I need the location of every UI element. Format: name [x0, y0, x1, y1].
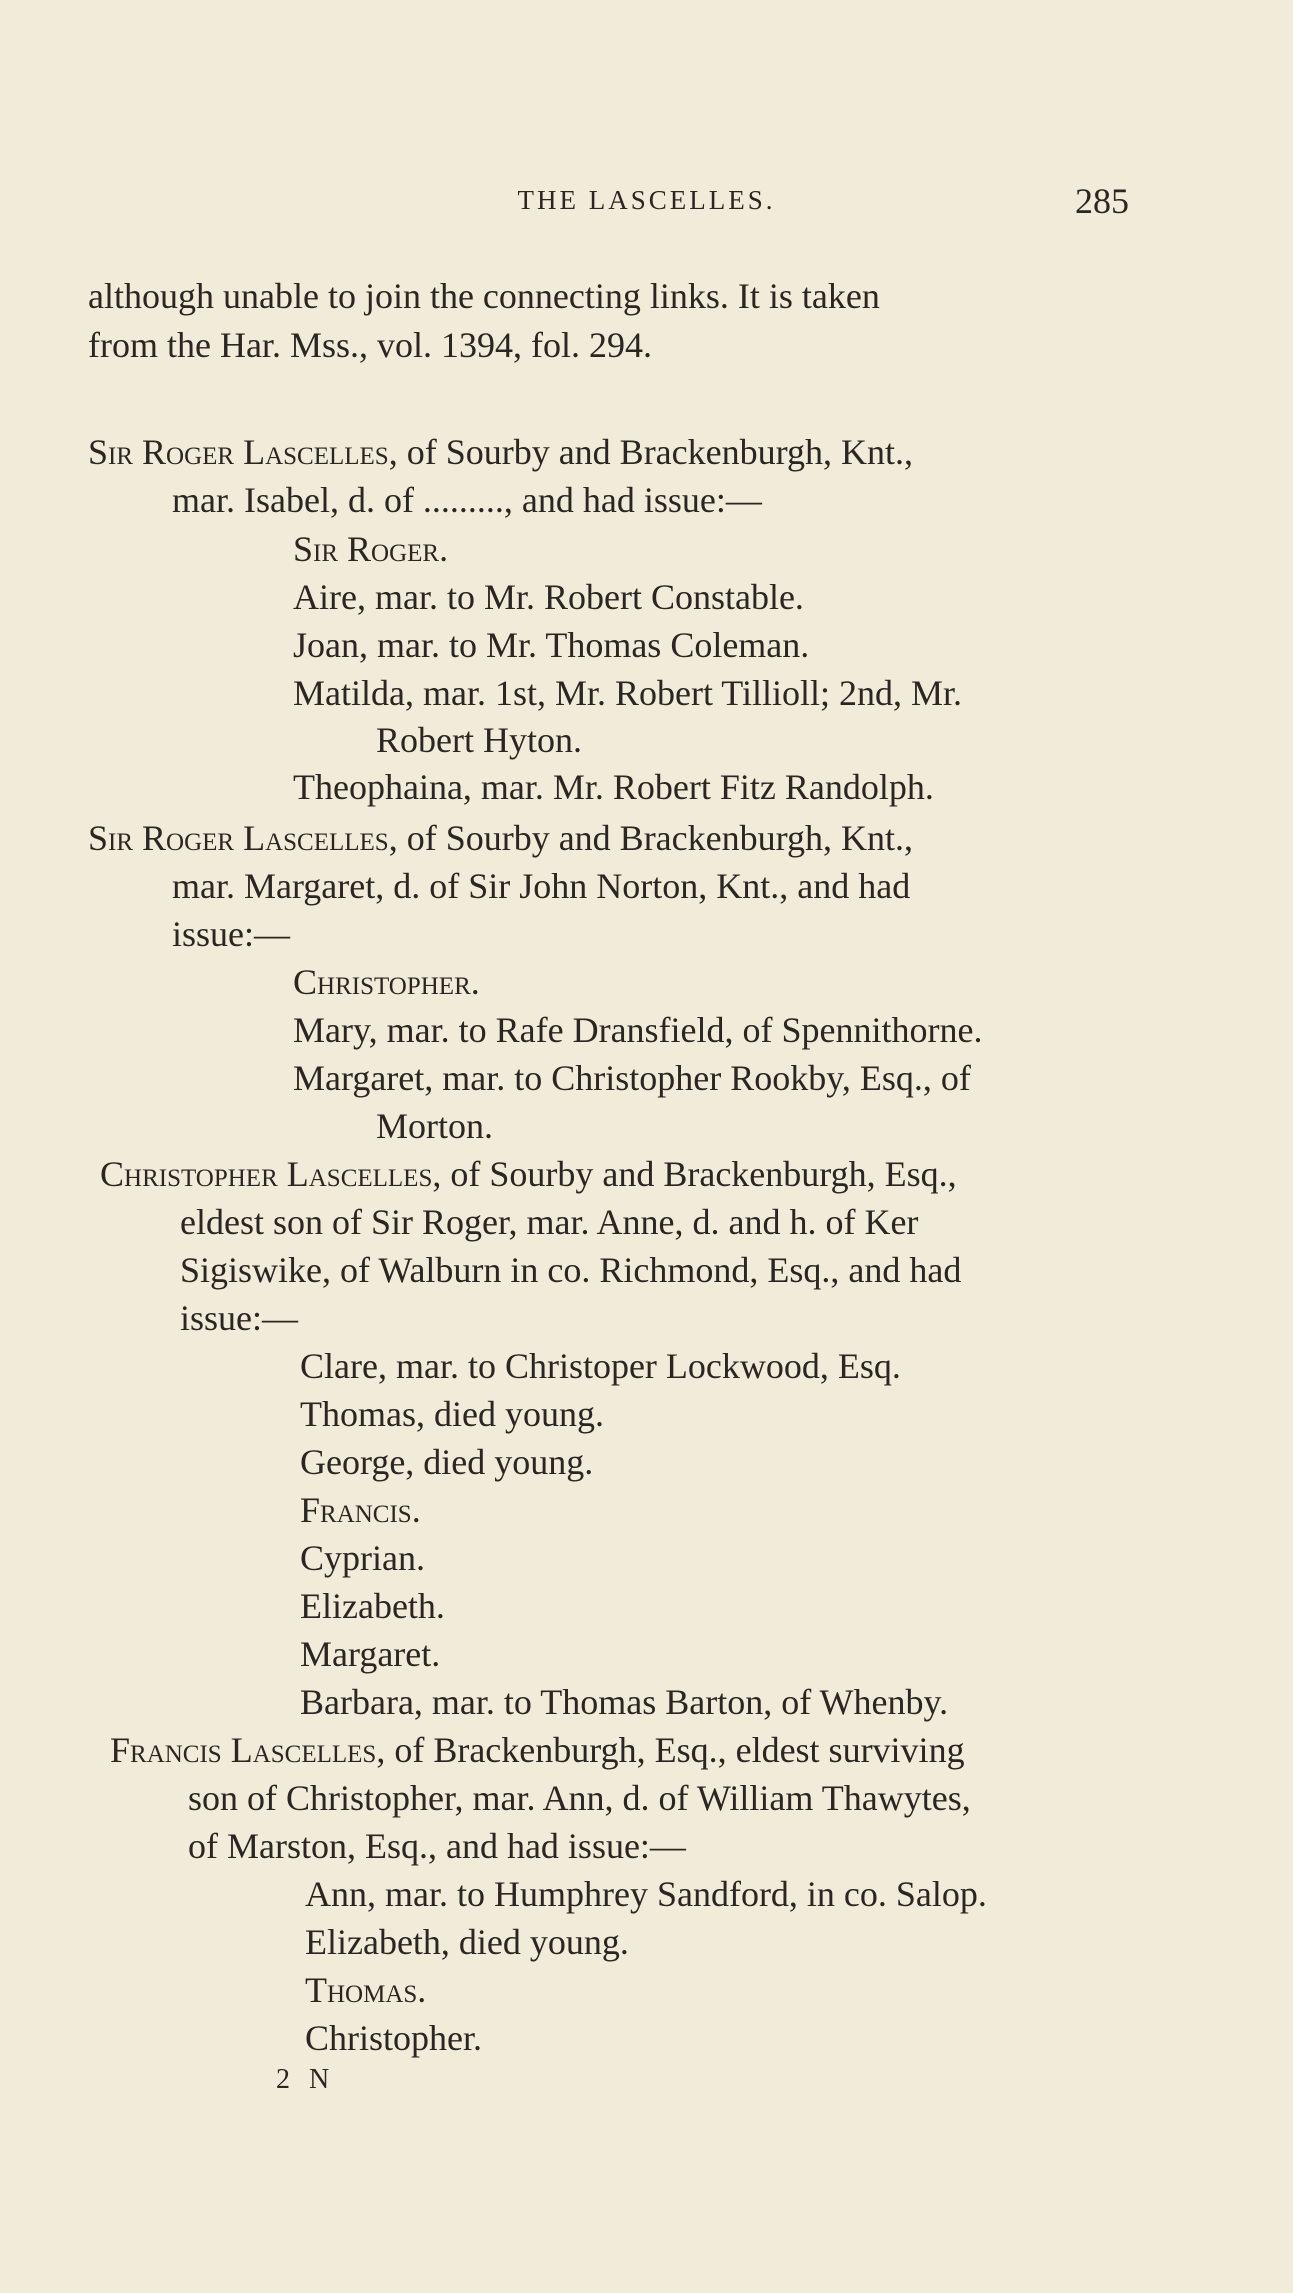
entry-text: of Marston, Esq., and had issue:— — [188, 1826, 686, 1866]
entry-text: of Sourby and Brackenburgh, Knt., — [406, 432, 913, 472]
issue-item: Morton. — [376, 1106, 493, 1146]
entry-heading — [88, 430, 913, 474]
issue-item: Christopher. — [293, 962, 480, 1002]
issue-item: Ann, mar. to Humphrey Sandford, in co. Salop. — [305, 1874, 987, 1914]
issue-item: Margaret. — [300, 1634, 441, 1674]
issue-item: Matilda, mar. 1st, Mr. Robert Tillioll; 2nd, Mr. — [293, 673, 963, 713]
entry-text: of Brackenburgh, Esq., eldest surviving — [394, 1730, 965, 1770]
entry-text: of Sourby and Brackenburgh, Esq., — [450, 1154, 957, 1194]
issue-item: Cyprian. — [300, 1538, 425, 1578]
entry-name: Christopher Lascelles, — [100, 1154, 442, 1194]
entry-text: Sigiswike, of Walburn in co. Richmond, Esq., and had — [180, 1250, 962, 1290]
issue-item: Thomas. — [305, 1970, 427, 2010]
entry-name: Francis Lascelles, — [110, 1730, 386, 1770]
issue-item: Elizabeth, died young. — [305, 1922, 629, 1962]
issue-item: Clare, mar. to Christoper Lockwood, Esq. — [300, 1346, 901, 1386]
entry-text: mar. Isabel, d. of ........., and had issue:— — [172, 480, 762, 520]
issue-item: Francis. — [300, 1490, 421, 1530]
issue-item: Thomas, died young. — [300, 1394, 604, 1434]
entry-text: mar. Margaret, d. of Sir John Norton, Knt., and had — [172, 866, 911, 906]
issue-item: Robert Hyton. — [376, 720, 582, 760]
issue-item: Elizabeth. — [300, 1586, 445, 1626]
entry-text: eldest son of Sir Roger, mar. Anne, d. and h. of Ker — [180, 1202, 919, 1242]
issue-item: Christopher. — [305, 2018, 482, 2058]
issue-item: Joan, mar. to Mr. Thomas Coleman. — [293, 625, 810, 665]
entry-text: issue:— — [172, 914, 291, 954]
entry-name: Sir Roger Lascelles, — [88, 818, 398, 858]
issue-item: Aire, mar. to Mr. Robert Constable. — [293, 577, 804, 617]
signature-mark: 2 N — [276, 2064, 336, 2095]
intro-paragraph — [88, 272, 1148, 370]
entry-text: son of Christopher, mar. Ann, d. of William Thawytes, — [188, 1778, 971, 1818]
entry-text: issue:— — [180, 1298, 299, 1338]
entry-heading — [88, 816, 913, 860]
entry-heading — [110, 1728, 965, 1772]
intro-line: although unable to join the connecting links. It is taken — [88, 276, 880, 316]
issue-item: George, died young. — [300, 1442, 594, 1482]
entry-heading — [100, 1152, 957, 1196]
page-number: 285 — [1075, 181, 1129, 221]
issue-item: Margaret, mar. to Christopher Rookby, Esq., of — [293, 1058, 971, 1098]
entry-text: of Sourby and Brackenburgh, Knt., — [406, 818, 913, 858]
issue-item: Mary, mar. to Rafe Dransfield, of Spennithorne. — [293, 1010, 983, 1050]
issue-item: Sir Roger. — [293, 529, 449, 569]
issue-item: Theophaina, mar. Mr. Robert Fitz Randolph. — [293, 767, 934, 807]
running-title: THE LASCELLES. — [517, 185, 776, 215]
entry-name: Sir Roger Lascelles, — [88, 432, 398, 472]
intro-line: from the Har. Mss., vol. 1394, fol. 294. — [88, 325, 652, 365]
issue-item: Barbara, mar. to Thomas Barton, of Whenby. — [300, 1682, 949, 1722]
